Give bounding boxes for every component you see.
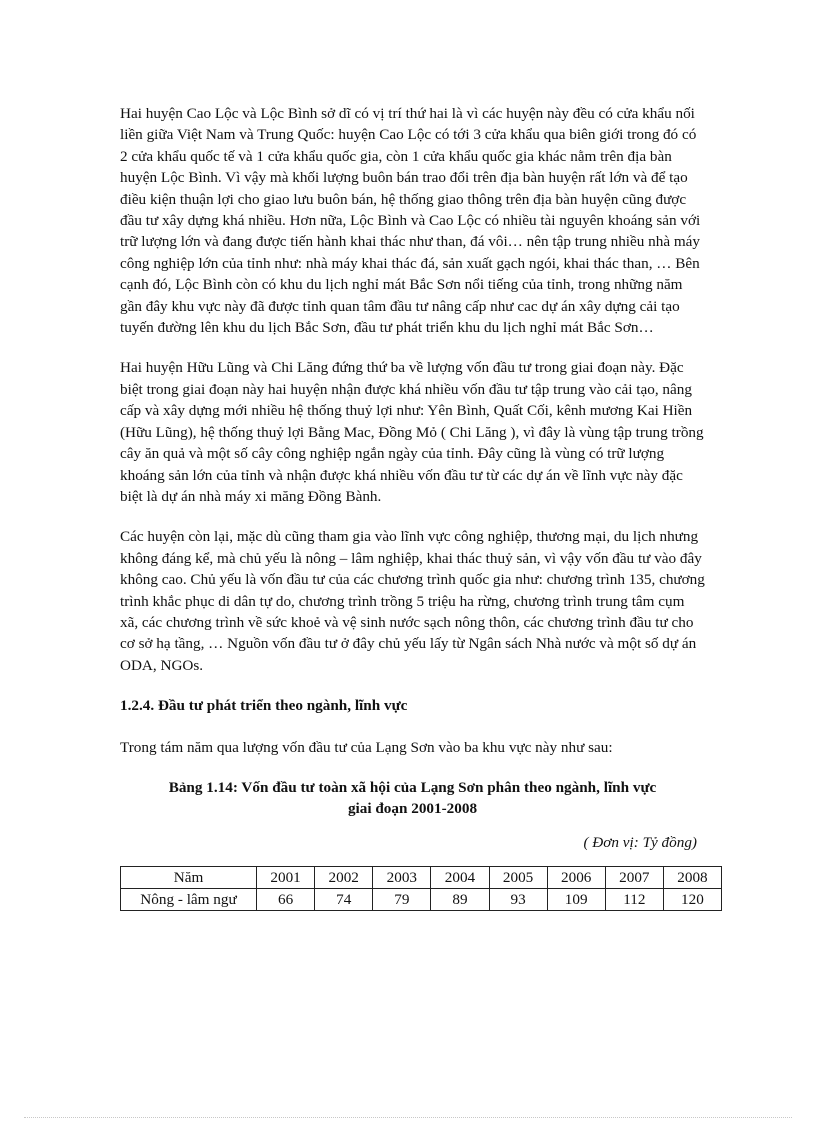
- header-cell: Năm: [121, 867, 257, 889]
- table-caption: [120, 777, 705, 820]
- table-caption-line-1: Bảng 1.14: Vốn đầu tư toàn xã hội của Lạng Sơn phân theo ngành, lĩnh vực: [168, 778, 657, 796]
- paragraph-cao-loc-loc-binh: Hai huyện Cao Lộc và Lộc Bình sở dĩ có vị trí thứ hai là vì các huyện này đều có cửa khẩu nối liền giữa Việt Nam và Trung Quốc: huyện Cao Lộc có tới 3 cửa khẩu qua biên giới trong đó có 2 cửa khẩu quốc tế và 1 cửa khẩu quốc gia, còn 1 cửa khẩu quốc gia khác nằm trên địa bàn huyện Lộc Bình. Vì vậy mà khối lượng buôn bán trao đổi trên địa bàn huyện rất lớn và để tạo điều kiện thuận lợi cho giao lưu buôn bán, hệ thống giao thông trên địa bàn huyện cũng được đầu tư xây dựng khá nhiều. Hơn nữa, Lộc Bình và Cao Lộc có nhiều tài nguyên khoáng sản với trữ lượng lớn và đang được tiến hành khai thác như than, đá vôi… nên tập trung nhiều nhà máy công nghiệp lớn của tỉnh như: nhà máy khai thác đá, sản xuất gạch ngói, khai thác than, … Bên cạnh đó, Lộc Bình còn có khu du lịch nghỉ mát Bắc Sơn nổi tiếng của tỉnh, trong những năm gần đây khu vực này đã được tỉnh quan tâm đầu tư nâng cấp như cac dự án xây dựng cải tạo tuyến đường lên khu du lịch Bắc Sơn, đầu tư phát triển khu du lịch nghỉ mát Bắc Sơn…: [120, 105, 701, 337]
- table-cell: 66: [257, 889, 315, 911]
- header-cell: 2004: [431, 867, 489, 889]
- header-cell: 2001: [257, 867, 315, 889]
- table-cell: 120: [663, 889, 721, 911]
- section-heading: 1.2.4. Đầu tư phát triển theo ngành, lĩnh vực: [120, 697, 408, 715]
- table-cell: 112: [605, 889, 663, 911]
- header-cell: 2006: [547, 867, 605, 889]
- header-cell: 2002: [315, 867, 373, 889]
- page-bottom-divider: [24, 1117, 792, 1118]
- table-cell: 109: [547, 889, 605, 911]
- intro-text: Trong tám năm qua lượng vốn đầu tư của Lạng Sơn vào ba khu vực này như sau:: [120, 738, 613, 756]
- table-header-row: [121, 867, 722, 889]
- unit-note: ( Đơn vị: Tỷ đồng): [583, 833, 697, 851]
- document-body: [120, 103, 708, 911]
- header-cell: 2003: [373, 867, 431, 889]
- table-cell: 93: [489, 889, 547, 911]
- table-row: [121, 889, 722, 911]
- paragraph-other-districts: Các huyện còn lại, mặc dù cũng tham gia vào lĩnh vực công nghiệp, thương mại, du lịch nhưng không đáng kể, mà chủ yếu là nông – lâm nghiệp, khai thác thuỷ sản, vì vậy vốn đầu tư vào đây không cao. Chủ yếu là vốn đầu tư của các chương trình quốc gia như: chương trình 135, chương trình khắc phục di dân tự do, chương trình trồng 5 triệu ha rừng, chương trình trung tâm cụm xã, các chương trình về sức khoẻ và vệ sinh nước sạch nông thôn, các chương trình đầu tư cho cơ sở hạ tầng, … Nguồn vốn đầu tư ở đây chủ yếu lấy từ Ngân sách Nhà nước và một số dự án ODA, NGOs.: [120, 528, 705, 674]
- table-cell: 79: [373, 889, 431, 911]
- header-cell: 2007: [605, 867, 663, 889]
- table-cell: 89: [431, 889, 489, 911]
- header-cell: 2005: [489, 867, 547, 889]
- table-cell: 74: [315, 889, 373, 911]
- paragraph-huu-lung-chi-lang: Hai huyện Hữu Lũng và Chi Lăng đứng thứ ba về lượng vốn đầu tư trong giai đoạn này. Đặc biệt trong giai đoạn này hai huyện nhận được khá nhiều vốn đầu tư tập trung vào cải tạo, nâng cấp và xây dựng mới nhiều hệ thống thuỷ lợi như: Yên Bình, Quất Cối, kênh mương Kai Hiền (Hữu Lũng), hệ thống thuỷ lợi Bằng Mac, Đồng Mỏ ( Chi Lăng ), vì đây là vùng tập trung trồng cây ăn quả và một số cây công nghiệp ngắn ngày của tỉnh. Đây cũng là vùng có trữ lượng khoáng sản lớn của tỉnh và nhận được khá nhiều vốn đầu tư từ các dự án về lĩnh vực này đặc biệt là dự án nhà máy xi măng Đồng Bành.: [120, 359, 704, 505]
- header-cell: 2008: [663, 867, 721, 889]
- investment-table: [120, 866, 722, 911]
- table-caption-line-2: giai đoạn 2001-2008: [347, 800, 478, 818]
- table-cell: Nông - lâm ngư: [121, 889, 257, 911]
